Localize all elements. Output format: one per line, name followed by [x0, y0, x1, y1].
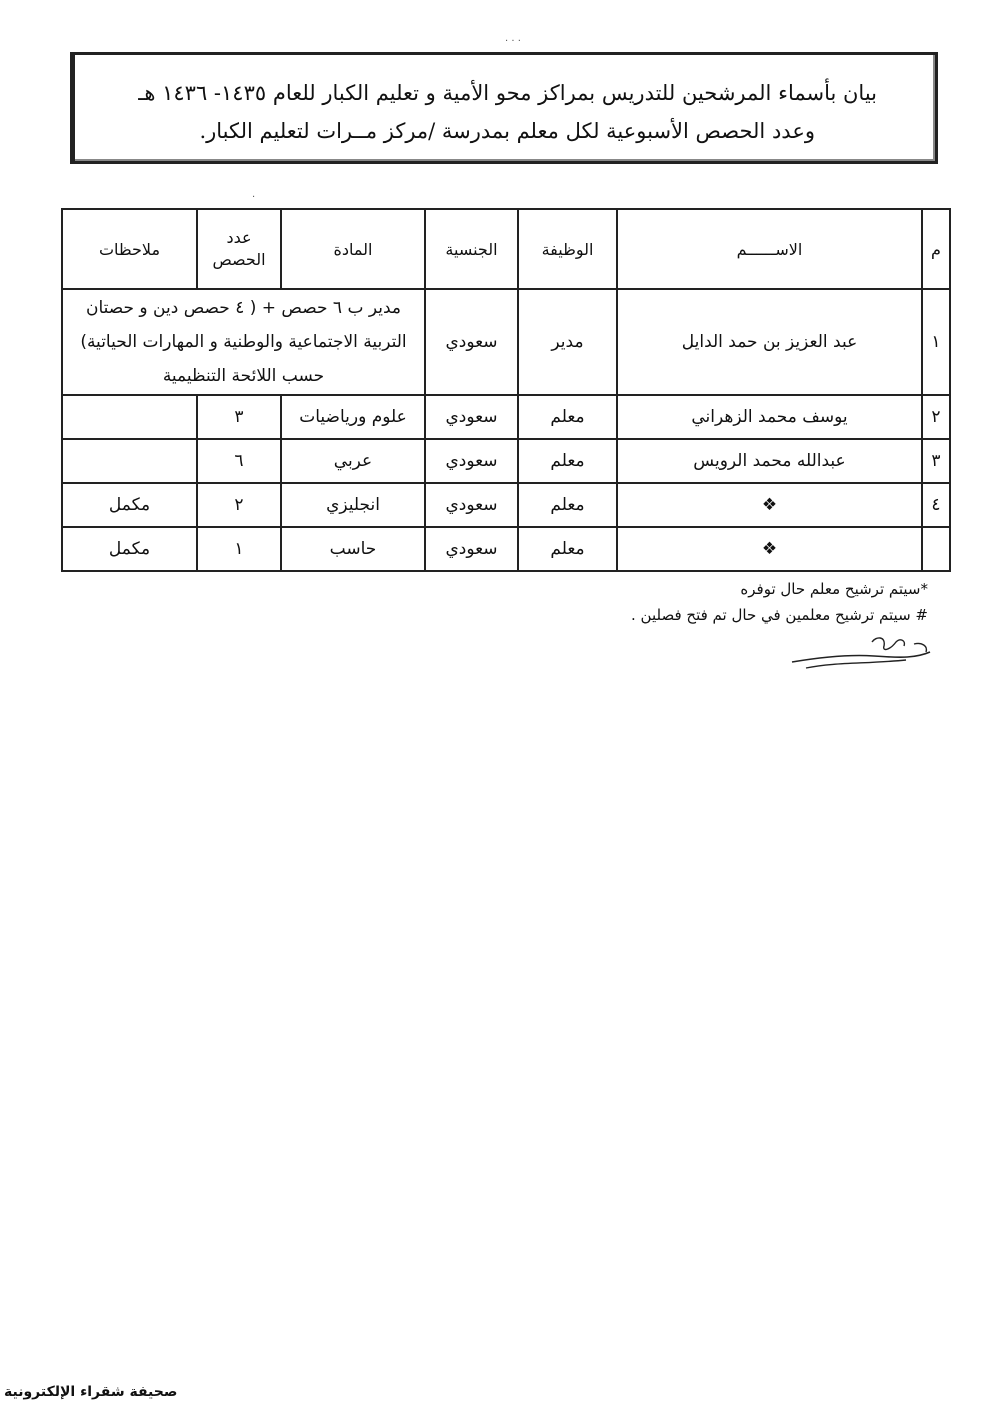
row-nationality: سعودي [425, 395, 518, 439]
col-header-count-line1: عدد [226, 228, 252, 247]
row-nationality: سعودي [425, 289, 518, 395]
row-notes: مكمل [62, 527, 197, 571]
notes-line: حسب اللائحة التنظيمية [162, 366, 325, 386]
row-name: ❖ [617, 527, 922, 571]
row-notes [62, 439, 197, 483]
row-job: معلم [518, 483, 617, 527]
row-count: ٦ [197, 439, 281, 483]
title-box [70, 52, 938, 164]
row-num: ١ [922, 289, 950, 395]
row-job: معلم [518, 439, 617, 483]
row-job: مدير [518, 289, 617, 395]
row-num: ٢ [922, 395, 950, 439]
row-notes-merged [62, 289, 425, 395]
col-header-count-line2: الحصص [212, 250, 266, 269]
brand-watermark: صحيفة شقراء الإلكترونية [4, 1384, 178, 1400]
row-job: معلم [518, 395, 617, 439]
title-line-2: وعدد الحصص الأسبوعية لكل معلم بمدرسة /مركز مــرات لتعليم الكبار. [199, 119, 815, 143]
row-subject: عربي [281, 439, 425, 483]
staff-table [61, 208, 951, 572]
row-subject: حاسب [281, 527, 425, 571]
scan-speck: · [252, 192, 256, 203]
notes-line: التربية الاجتماعية والوطنية و المهارات الحياتية) [80, 332, 407, 352]
footnote-2: # سيتم ترشيح معلمين في حال تم فتح فصلين . [631, 606, 928, 624]
col-header-nationality: الجنسية [425, 209, 518, 289]
col-header-name: الاســــــم [617, 209, 922, 289]
row-name: عبدالله محمد الرويس [617, 439, 922, 483]
row-notes: مكمل [62, 483, 197, 527]
col-header-notes: ملاحظات [62, 209, 197, 289]
row-num [922, 527, 950, 571]
row-name: عبد العزيز بن حمد الدايل [617, 289, 922, 395]
col-header-count [197, 209, 281, 289]
row-count: ٣ [197, 395, 281, 439]
notes-line: مدير ب ٦ حصص + ( ٤ حصص دين و حصتان [85, 298, 401, 318]
table-row [62, 289, 950, 395]
col-header-job: الوظيفة [518, 209, 617, 289]
row-count: ٢ [197, 483, 281, 527]
col-header-num: م [922, 209, 950, 289]
row-nationality: سعودي [425, 483, 518, 527]
row-notes [62, 395, 197, 439]
row-subject: علوم ورياضيات [281, 395, 425, 439]
table-row [62, 439, 950, 483]
signature-icon [786, 632, 936, 674]
row-num: ٤ [922, 483, 950, 527]
row-nationality: سعودي [425, 527, 518, 571]
row-count: ١ [197, 527, 281, 571]
row-nationality: سعودي [425, 439, 518, 483]
footnote-1: *سيتم ترشيح معلم حال توفره [740, 580, 928, 598]
row-name: ❖ [617, 483, 922, 527]
row-num: ٣ [922, 439, 950, 483]
row-name: يوسف محمد الزهراني [617, 395, 922, 439]
title-line-1: بيان بأسماء المرشحين للتدريس بمراكز محو الأمية و تعليم الكبار للعام ١٤٣٥- ١٤٣٦ هـ [138, 81, 877, 105]
table-row [62, 527, 950, 571]
col-header-subject: المادة [281, 209, 425, 289]
table-row [62, 395, 950, 439]
row-job: معلم [518, 527, 617, 571]
table-row [62, 483, 950, 527]
row-subject: انجليزي [281, 483, 425, 527]
table-header-row [62, 209, 950, 289]
scan-speck: · · · [505, 36, 521, 47]
